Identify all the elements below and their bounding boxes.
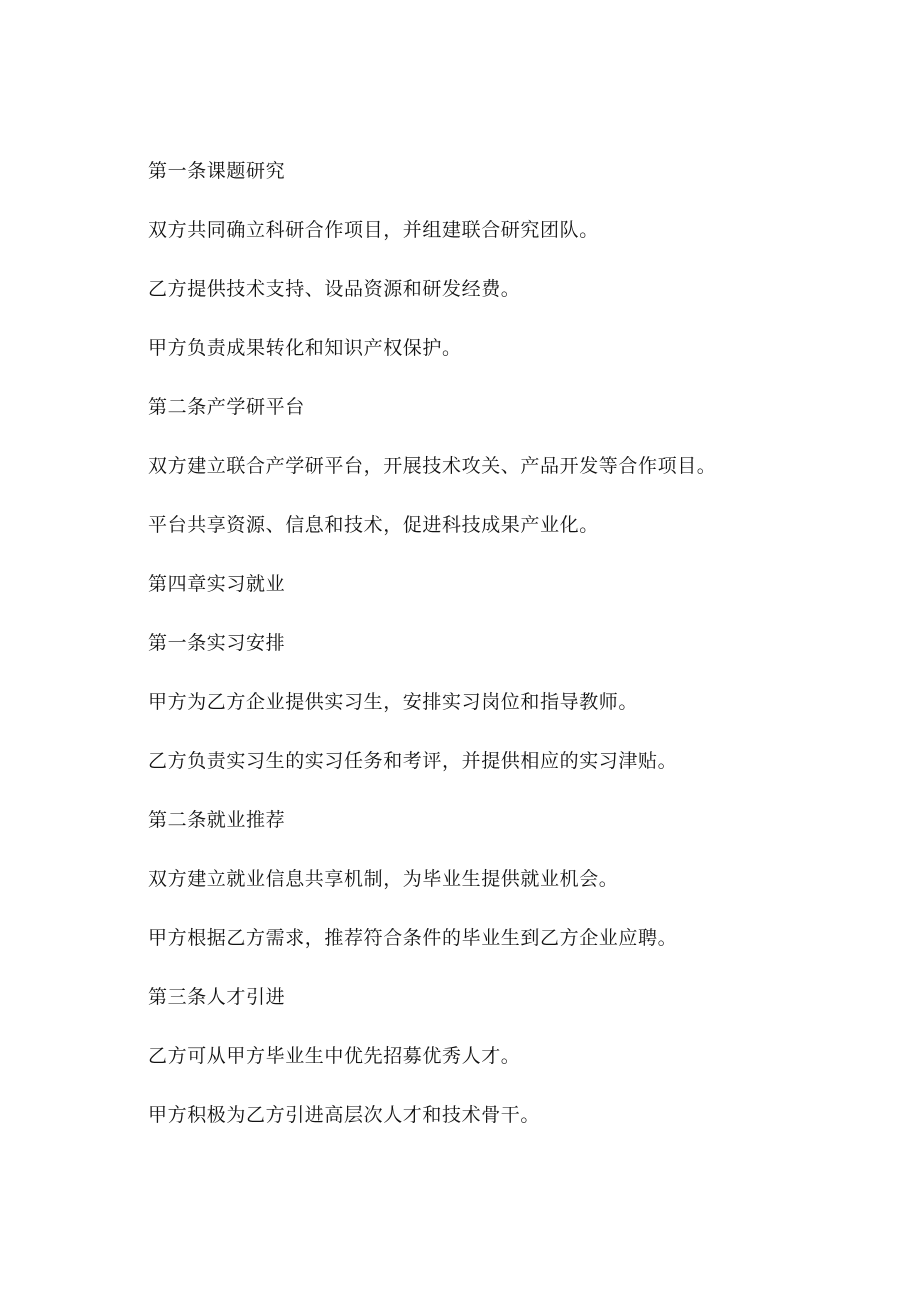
paragraph-text: 乙方提供技术支持、设品资源和研发经费。 [148,278,521,300]
paragraph-text: 双方建立就业信息共享机制，为毕业生提供就业机会。 [148,868,619,890]
article-heading-research: 第一条课题研究 [148,160,286,182]
article-heading-talent: 第三条人才引进 [148,986,286,1008]
paragraph-text: 甲方根据乙方需求，推荐符合条件的毕业生到乙方企业应聘。 [148,927,678,949]
article-heading-platform: 第二条产学研平台 [148,396,305,418]
paragraph-text: 甲方负责成果转化和知识产权保护。 [148,337,462,359]
article-heading-employment: 第二条就业推荐 [148,809,286,831]
paragraph-text: 甲方积极为乙方引进高层次人才和技术骨干。 [148,1104,541,1126]
paragraph-text: 乙方可从甲方毕业生中优先招募优秀人才。 [148,1045,521,1067]
chapter-heading-internship: 第四章实习就业 [148,573,286,595]
paragraph-text: 平台共享资源、信息和技术，促进科技成果产业化。 [148,514,599,536]
paragraph-text: 甲方为乙方企业提供实习生，安排实习岗位和指导教师。 [148,691,639,713]
paragraph-text: 双方建立联合产学研平台，开展技术攻关、产品开发等合作项目。 [148,455,717,477]
document-body [148,156,848,1159]
paragraph-text: 乙方负责实习生的实习任务和考评，并提供相应的实习津贴。 [148,750,678,772]
paragraph-text: 双方共同确立科研合作项目，并组建联合研究团队。 [148,219,599,241]
article-heading-internship-arrangement: 第一条实习安排 [148,632,286,654]
